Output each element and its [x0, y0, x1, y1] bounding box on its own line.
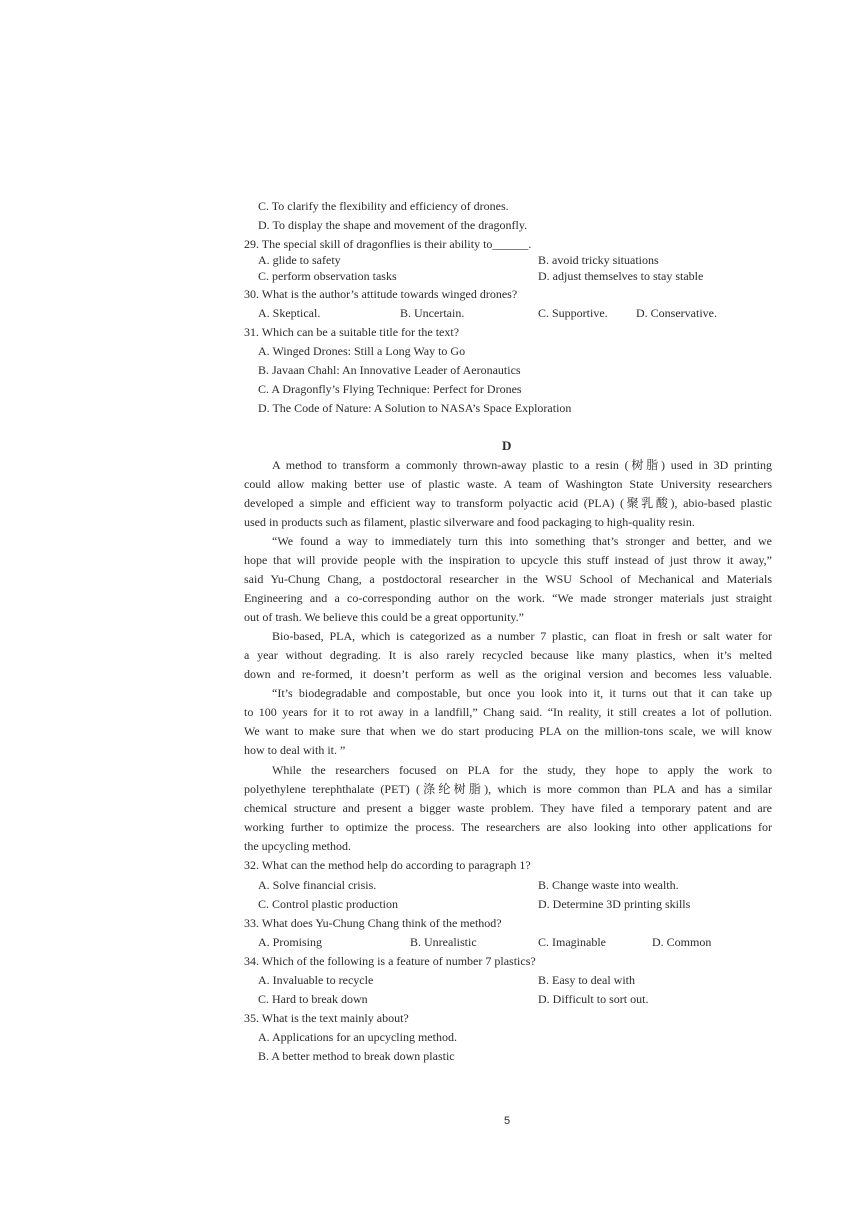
question-30-option-d: D. Conservative. [636, 306, 717, 320]
paragraph-4-line: how to deal with it. ” [244, 743, 346, 757]
question-33-stem: 33. What does Yu-Chung Chang think of the method? [244, 916, 502, 930]
question-33-option-a: A. Promising [258, 935, 323, 949]
question-32-stem: 32. What can the method help do according to paragraph 1? [244, 858, 531, 872]
question-35-option-b: B. A better method to break down plastic [258, 1049, 455, 1063]
section-heading: D [502, 438, 512, 453]
question-30-option-a: A. Skeptical. [258, 306, 321, 320]
question-35-option-a: A. Applications for an upcycling method. [258, 1030, 457, 1044]
question-34-option-a: A. Invaluable to recycle [258, 973, 374, 987]
paragraph-3-line: Bio-based, PLA, which is categorized as a number 7 plastic, can float in fresh or salt water for [272, 629, 772, 643]
question-34-option-c: C. Hard to break down [258, 992, 368, 1006]
question-34-option-d: D. Difficult to sort out. [538, 992, 649, 1006]
paragraph-2-line: Engineering and a co-corresponding author on the work. “We made stronger materials just straight [244, 591, 772, 605]
question-31-stem: 31. Which can be a suitable title for the text? [244, 325, 460, 339]
question-33-option-b: B. Unrealistic [410, 935, 477, 949]
question-34-option-b: B. Easy to deal with [538, 973, 635, 987]
paragraph-5-line: chemical structure and present a bigger waste problem. They have filed a temporary patent and are [244, 801, 772, 815]
option-d: D. To display the shape and movement of the dragonfly. [258, 218, 528, 232]
paragraph-2-line: out of trash. We believe this could be a great opportunity.” [244, 610, 524, 624]
question-31-option-a: A. Winged Drones: Still a Long Way to Go [258, 344, 466, 358]
paragraph-3-line: down and re-formed, it doesn’t perform as well as the original version and becomes less valuable. [244, 667, 772, 681]
question-29-option-a: A. glide to safety [258, 253, 341, 267]
question-30-option-b: B. Uncertain. [400, 306, 465, 320]
paragraph-4-line: to 100 years for it to rot away in a landfill,” Chang said. “In reality, it still creates a lot of pollution. [244, 705, 772, 719]
question-30-stem: 30. What is the author’s attitude towards winged drones? [244, 287, 518, 301]
question-32-option-a: A. Solve financial crisis. [258, 878, 377, 892]
question-31-option-d: D. The Code of Nature: A Solution to NASA’s Space Exploration [258, 401, 572, 415]
question-29-option-c: C. perform observation tasks [258, 269, 397, 283]
question-31-option-c: C. A Dragonfly’s Flying Technique: Perfect for Drones [258, 382, 522, 396]
question-29-stem: 29. The special skill of dragonflies is their ability to______. [244, 237, 532, 251]
paragraph-4-line: We want to make sure that when we do start producing PLA on the million-tons scale, we will know [244, 724, 772, 738]
question-32-option-d: D. Determine 3D printing skills [538, 897, 691, 911]
paragraph-1-line: A method to transform a commonly thrown-away plastic to a resin (树脂) used in 3D printing [272, 458, 772, 472]
paragraph-2-line: “We found a way to immediately turn this into something that’s stronger and better, and we [272, 534, 772, 548]
paragraph-3-line: a year without degrading. It is also rarely recycled because like many plastics, when it’s melted [244, 648, 772, 662]
question-33-option-c: C. Imaginable [538, 935, 606, 949]
paragraph-1-line: developed a simple and efficient way to transform polyactic acid (PLA) (聚乳酸), abio-based plastic [244, 496, 772, 510]
paragraph-1-line: used in products such as filament, plastic silverware and food packaging to high-quality resin. [244, 515, 695, 529]
paragraph-1-line: could allow making better use of plastic waste. A team of Washington State University researchers [244, 477, 772, 491]
paragraph-5-line: working further to optimize the process. The researchers are also looking into other applications for [244, 820, 772, 834]
question-30-option-c: C. Supportive. [538, 306, 608, 320]
paragraph-5-line: While the researchers focused on PLA for the study, they hope to apply the work to [272, 763, 772, 777]
option-c: C. To clarify the flexibility and efficiency of drones. [258, 199, 509, 213]
question-32-option-b: B. Change waste into wealth. [538, 878, 679, 892]
question-33-option-d: D. Common [652, 935, 712, 949]
question-34-stem: 34. Which of the following is a feature of number 7 plastics? [244, 954, 536, 968]
question-29-option-d: D. adjust themselves to stay stable [538, 269, 704, 283]
paragraph-5-line: polyethylene terephthalate (PET) (涤纶树脂), which is more common than PLA and has a similar [244, 782, 772, 796]
paragraph-5-line: the upcycling method. [244, 839, 351, 853]
question-29-option-b: B. avoid tricky situations [538, 253, 659, 267]
question-32-option-c: C. Control plastic production [258, 897, 398, 911]
paragraph-2-line: said Yu-Chung Chang, a postdoctoral researcher in the WSU School of Mechanical and Materials [244, 572, 772, 586]
page-number: 5 [504, 1115, 511, 1127]
question-31-option-b: B. Javaan Chahl: An Innovative Leader of Aeronautics [258, 363, 521, 377]
paragraph-2-line: hope that will provide people with the inspiration to upcycle this stuff instead of just throw it away,” [244, 553, 772, 567]
question-35-stem: 35. What is the text mainly about? [244, 1011, 409, 1025]
paragraph-4-line: “It’s biodegradable and compostable, but once you look into it, it turns out that it can take up [272, 686, 772, 700]
